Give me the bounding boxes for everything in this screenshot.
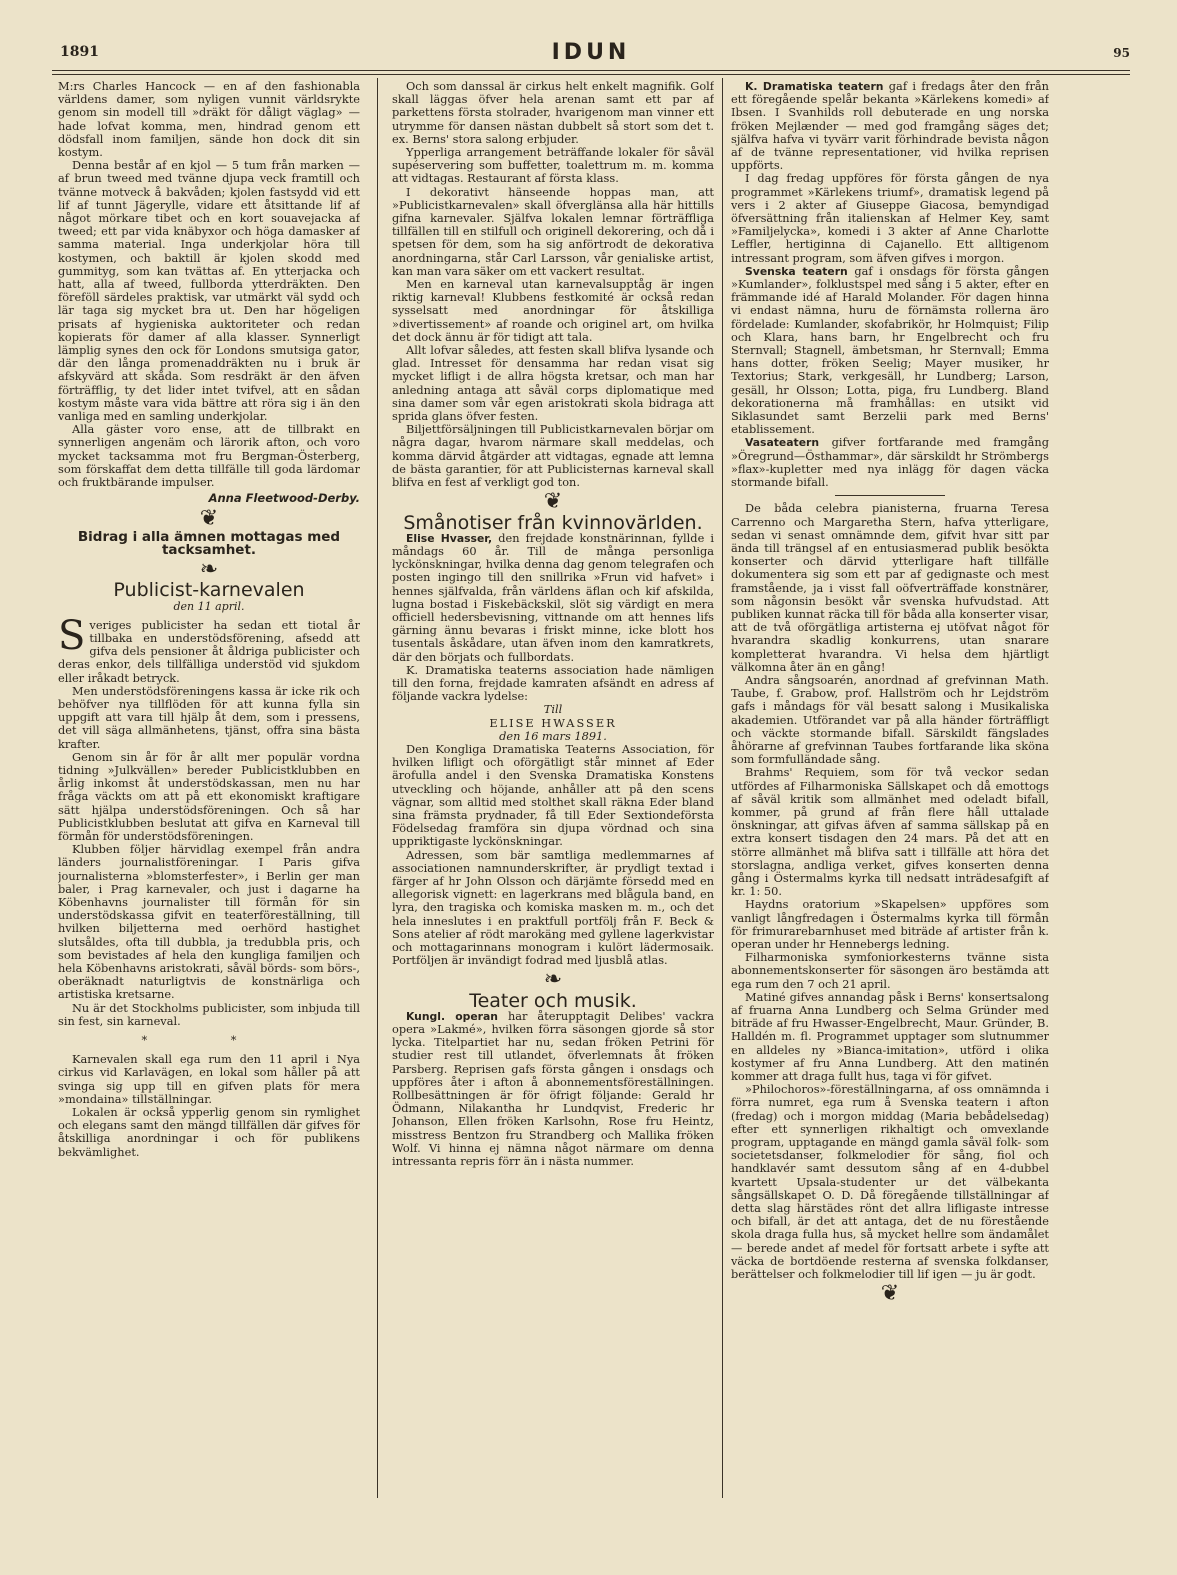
paragraph: K. Dramatiska teaterns association hade nämligen till den forna, frejdade kamraten afsändt en adress af följande vackra lydelse: <box>392 662 714 704</box>
header-rule <box>52 70 1130 71</box>
section-heading: Smånotiser från kvinnovärlden. <box>403 511 703 534</box>
address-to: Till <box>543 702 563 717</box>
paragraph: Andra sångsoarén, anordnad af grefvinnan Math. Taube, f. Grabow, prof. Hallström och hr Lejdström gafs i måndags för väl besatt salong i Musikaliska akademien. Utförandet var på alla händer förträffligt och väckte stormande bifall. Särskildt fängslades åhörarne af grefvinnan Taubes fortfarande lika sköna som formfulländade sång. <box>731 672 1049 767</box>
ornament-icon: ❧ <box>199 557 219 583</box>
paragraph: har återupptagit Delibes' vackra opera »Lakmé», hvilken förra säsongen gjorde så stor lycka. Titelpartiet har nu, sedan fröken Petrini för studier rest till utlandet, öfverlemnats åt fröken Parsberg. Reprisen gafs första gången i onsdags och uppföres åter i afton å abonnementsföreställningen. Rollbesättningen är för öfrigt följande: Gerald hr Ödmann, Nilakantha hr Lundqvist, Frederic hr Johanson, Ellen fröken Karlsohn, Rose fru Heintz, misstress Bentzon fru Strandberg och Mallika fröken Wolf. Vi hinna ej nämna något närmare om denna intressanta repris förr än i nästa nummer. <box>392 1008 714 1169</box>
address-name: ELISE HWASSER <box>489 715 617 730</box>
paragraph: Haydns oratorium »Skapelsen» uppföres som vanligt långfredagen i Östermalms kyrka till förmån för frimurarebarnhuset med biträde af artister från k. operan under hr Hennebergs ledning. <box>731 897 1049 951</box>
ornament-icon: ❦ <box>199 505 219 531</box>
paragraph: Denna består af en kjol — 5 tum från marken — af brun tweed med tvänne djupa veck framtill och tvänne motveck å bakvåden; kjolen fastsydd vid ett lif af tunnt Jägerylle, vidare ett åtsittande lif af något mörkare tibet och en kort souavejacka af tweed; ett par vida knäbyxor och höga damasker af samma material. Inga underkjolar höra till kostymen, och baktill är kjolen skodd med gummityg, som kan tvättas af. En ytterjacka och hatt, alla af tweed, fullborda ytterdräkten. Den föreföll särdeles praktisk, var utmärkt väl sydd och lär taga sig mycket bra ut. Den har högeligen prisats af hygieniska auktoriteter och redan kopierats för damer af alla klasser. Synnerligt lämplig synes den ock för Londons smutsiga gator, där den långa promenaddräkten nu i bruk är afskyvärd att skåda. Som resdräkt är den äfven förträfflig, ty det lider intet tvifvel, att en sådan kostym måste vara vida bättre att röra sig i än den vanliga med en samling underkjolar. <box>58 158 360 424</box>
year: 1891 <box>60 44 99 60</box>
paragraph: Brahms' Requiem, som för två veckor sedan utfördes af Filharmoniska Sällskapet och då emottogs af såväl kritik som allmänhet med odeladt bifall, kommer, på grund af från flere håll uttalade önskningar, att gifvas äfven af samma sällskap på en extra konsert tisdagen den 24 mars. På det att en större allmänhet må blifva satt i tillfälle att höra det storslagna, andliga verket, gifves konserten denna gång i Östermalms kyrka till nedsatt inträdesafgift af kr. 1: 50. <box>731 765 1049 899</box>
ornament-icon: ❧ <box>543 967 563 993</box>
paragraph: Allt lofvar således, att festen skall blifva lysande och glad. Intresset för densamma har redan visat sig mycket lifligt i de allra högsta kretsar, och man har anledning antaga att såväl corps diplomatique med sina damer som vår egen aristokrati skola bidraga att sprida glans öfver festen. <box>392 343 714 424</box>
lead-name: K. Dramatiska teatern <box>745 80 884 93</box>
paragraph: gaf i fredags åter den från ett föregående spelår bekanta »Kärlekens komedi» af Ibsen. I Svanhilds roll debuterade en ung norska fröken Mejlænder — med god framgång säges det; själfva hafva vi tyvärr varit förhindrade bevista någon af de tvänne representationer, vid hvilka reprisen uppförts. <box>731 80 1049 173</box>
column-1 <box>58 80 360 1500</box>
article-date: den 11 april. <box>173 599 245 613</box>
paragraph: Matiné gifves annandag påsk i Berns' konsertsalong af fruarna Anna Lundberg och Selma Gründer med biträde af fru Hwasser-Engelbrecht, Maur. Gründer, B. Halldén m. fl. Programmet upptager som slutnummer en alldeles ny »Bianca-imitation», utförd i olika kostymer af fru Anna Lundberg. Att den matinén kommer att draga fullt hus, taga vi för gifvet. <box>731 989 1049 1084</box>
lead-name: Kungl. operan <box>406 1009 498 1023</box>
column-divider <box>722 78 723 1498</box>
paragraph: I dag fredag uppföres för första gången de nya programmet »Kärlekens triumf», dramatisk legend på vers i 2 akter af Giuseppe Giacosa, bemyndigad öfversättning från italienskan af Helmer Key, samt »Familjelycka», komedi i 3 akter af Anne Charlotte Leffler, hertiginna di Cajanello. Ett alltigenom intressant program, som äfven gifves i morgon. <box>731 171 1049 265</box>
page-number: 95 <box>1113 46 1130 60</box>
paragraph: Och som danssal är cirkus helt enkelt magnifik. Golf skall läggas öfver hela arenan samt ett par af parkettens första stolrader, hvarigenom man vinner ett utrymme för dansen nästan dubbelt så stort som det t. ex. Berns' stora salong erbjuder. <box>392 80 714 146</box>
paragraph: Biljettförsäljningen till Publicistkarnevalen börjar om några dagar, hvarom närmare skall meddelas, och komma därvid åtgärder att vidtagas, egnade att lemna de bästa garantier, för att Publicisternas karneval skall blifva en fest af verkligt god ton. <box>392 422 714 490</box>
paragraph: Men en karneval utan karnevalsupptåg är ingen riktig karneval! Klubbens festkomité är också redan sysselsatt med anordningar för åtskilliga »divertissement» af roande och originel art, om hvilka det dock ännu är för tidigt att tala. <box>392 277 714 344</box>
paragraph: Alla gäster voro ense, att de tillbrakt en synnerligen angenäm och lärorik afton, och voro mycket tacksamma mot fru Bergman-Österberg, som förskaffat dem detta tillfälle till goda lärdomar och fruktbärande impulser. <box>58 422 360 490</box>
column-3 <box>731 80 1049 1500</box>
paragraph: Adressen, som bär samtliga medlemmarnes af associationen namnunderskrifter, är prydligt textad i färger af hr John Olsson och därjämte försedd med en allegorisk vignett: en lagerkrans med blågula band, en lyra, den tragiska och komiska masken m. m., och det hela inneslutes i en praktfull portfölj från F. Beck & Sons atelier af rödt marokäng med gyllene lagerkvistar och mottagarinnans monogram i kulört lädermosaik. Portföljen är invändigt fodrad med ljusblå atlas. <box>392 847 714 968</box>
paragraph: M:rs Charles Hancock — en af den fashionabla världens damer, som nyligen vunnit världsrykte genom sin modell till »dräkt för dåligt väglag» — hade lofvat komma, men, hindrad genom ett dödsfall inom familjen, sände hon dock dit sin kostym. <box>58 80 360 160</box>
paragraph: Den Kongliga Dramatiska Teaterns Association, för hvilken lifligt och oförgätligt står minnet af Eder ärofulla andel i den Svenska Dramatiska Konstens utveckling och höjande, anhåller att på den scens vägnar, som alltid med stolthet skall räkna Eder bland sina främsta prydnader, få till Eder Sextiondeförsta Födelsedag framföra sin djupa vördnad och sina uppriktigaste lyckönskningar. <box>392 741 714 849</box>
paragraph: Filharmoniska symfoniorkesterns tvänne sista abonnementskonserter för säsongen äro bestämda att ega rum den 7 och 21 april. <box>731 950 1049 991</box>
paragraph: I dekorativt hänseende hoppas man, att »Publicistkarnevalen» skall öfverglänsa alla här hittills gifna karnevaler. Själfva lokalen lemnar förträffliga tillfällen till en stilfull och originell dekorering, och då i spetsen för dem, som ha sig anförtrodt de dekorativa anordningarna, står Carl Larsson, vår genialiske artist, kan man vara säker om ett vackert resultat. <box>392 184 714 278</box>
paragraph: Karnevalen skall ega rum den 11 april i Nya cirkus vid Karlavägen, en lokal som håller på att svinga sig upp till en gifven plats för mera »mondaina» tillställningar. <box>58 1052 360 1106</box>
paragraph: Ypperliga arrangement beträffande lokaler för såväl supéservering som buffetter, toalettrum m. m. komma att vidtagas. Restaurant af första klass. <box>392 145 714 186</box>
paragraph: Nu är det Stockholms publicister, som inbjuda till sin fest, sin karneval. <box>58 1000 360 1028</box>
paragraph: den frejdade konstnärinnan, fyllde i måndags 60 år. Till de många personliga lyckönskningar, hvilka denna dag genom telegrafen och posten ingingo till den snillrika »Frun vid hafvet» i hennes själfvalda, från världens äflan och kif afskilda, lugna bostad i Fiskebäckskil, slöt sig värdigt en mera officiell hedersbevisning, vittnande om att hennes lifs gärning ännu bevaras i friskt minne, icke blott hos tusentals åskådare, utan äfven inom den kamratkrets, där den börjats och fullbordats. <box>392 530 714 664</box>
paragraph: »Philochoros»-föreställningarna, af oss omnämnda i förra numret, ega rum å Svenska teatern i afton (fredag) och i morgon middag (Maria bebådelsedag) efter ett synnerligen rikhaltigt och omvexlande program, upptagande en mängd gamla såväl folk- som societetsdanser, folkmelodier för sång, fiol och handklavér samt dessutom sång af en 4-dubbel kvartett Upsala-studenter ur det välbekanta sångsällskapet O. D. Då föregående tillställningar af detta slag härstädes rönt det allra lifligaste intresse och bifall, är det att antaga, det de nu förestående skola draga fulla hus, så mycket hellre som ändamålet — berede andet af medel för fortsatt arbete i syfte att väcka de bortdöende resterna af svenska folkdanser, berättelser och folkmelodier till lif igen — ju är godt. <box>731 1082 1049 1282</box>
paragraph: De båda celebra pianisterna, fruarna Teresa Carrenno och Margaretha Stern, hafva ytterligare, sedan vi senast omnämnde dem, gifvit hvar sitt par ända till trängsel af en entusiasmerad publik besökta konserter och därvid ytterligare haft tillfälle dokumentera sig som ett par af gedignaste och mest framstående, ja i visst fall oöfverträffade konstnärer, som någonsin besökt vår svenska hufvudstad. Att publiken kunnat räcka till för båda alla konserter visar, att de två oförgätliga artisterna ej utöfvat något för hvarandra skadlig konkurrens, utan snarare kompletterat hvarandra. Vi helsa dem hjärtligt välkomna åter än en gång! <box>731 501 1049 674</box>
paragraph: Men understödsföreningens kassa är icke rik och behöfver nya tillflöden för att kunna fylla sin uppgift att vara till hjälp åt dem, som i pressens, det vill säga allmänhetens, tjänst, offra sina bästa krafter. <box>58 683 360 751</box>
address-date: den 16 mars 1891. <box>499 728 607 743</box>
contribution-notice: Bidrag i alla ämnen mottagas med tacksamhet. <box>77 528 341 558</box>
section-break: * * <box>141 1033 277 1048</box>
lead-name: Svenska teatern <box>745 264 848 278</box>
paragraph: Genom sin år för år allt mer populär vordna tidning »Julkvällen» bereder Publicistklubben en årlig inkomst åt understödskassan, men nu har fråga väckts om att på ett ekonomiskt kraftigare sätt hjälpa understödsföreningen. Och så har Publicistklubben beslutat att gifva en Karneval till förmån för understödsföreningen. <box>58 749 360 843</box>
paragraph: Klubben följer härvidlag exempel från andra länders journalistföreningar. I Paris gifva journalisterna »blomsterfester», i Berlin ger man baler, i Prag karnevaler, och just i dagarne ha Köbenhavns journalister till förmån för sin understödskassa gifvit en teaterföreställning, till hvilken biljetterna med oerhörd hastighet slutsåldes, ofta till dubbla, ja tredubbla pris, och som bevistades af hela den kungliga familjen och hela Köbenhavns aristokrati, såväl börds- som börs-, oberäknadt naturligtvis de konstnärliga och artistiska kretsarne. <box>58 842 360 1002</box>
page-header <box>52 40 1130 70</box>
signature: Anna Fleetwood-Derby. <box>208 491 360 506</box>
lead-name: Elise Hvasser, <box>406 531 493 545</box>
header-rule-2 <box>52 74 1130 75</box>
section-heading: Teater och musik. <box>469 989 637 1012</box>
lead-name: Vasateatern <box>745 436 820 450</box>
column-2 <box>392 80 714 1500</box>
paragraph: gifver fortfarande med framgång »Öregrund—Östhammar», där särskildt hr Strömbergs »flax»-kupletter med nya inlägg för dagen väcka stormande bifall. <box>731 435 1049 490</box>
paragraph: Lokalen är också ypperlig genom sin rymlighet och elegans samt den mängd tillfällen där gifves för åtskilliga anordningar i och för publikens bekvämlighet. <box>58 1105 360 1159</box>
article-heading: Publicist-karnevalen <box>113 579 305 602</box>
drop-cap: S <box>58 612 86 659</box>
ornament-icon: ❦ <box>880 1281 900 1307</box>
paragraph: gaf i onsdags för första gången »Kumlander», folklustspel med sång i 5 akter, efter en främmande idé af Harald Molander. För dagen hinna vi endast nämna, huru de förnämsta rollerna äro fördelade: Kumlander, skofabrikör, hr Holmquist; Filip och Klara, hans barn, hr Engelbrecht och fru Sternvall; Stagnell, ämbetsman, hr Sternvall; Emma hans dotter, fröken Seelig; Mayer musiker, hr Textorius; Stark, verkgesäll, hr Lundberg; Larson, gesäll, hr Olsson; Lotta, piga, fru Lundberg. Bland dekorationerna må framhållas: en utsikt vid Siklasundet samt Berzelii park med Berns' etablissement. <box>731 263 1049 437</box>
masthead: IDUN <box>551 40 631 65</box>
ornament-icon: ❦ <box>543 489 563 515</box>
column-divider <box>377 78 378 1498</box>
paragraph: veriges publicister ha sedan ett tiotal år tillbaka en understödsförening, afsedd att gifva dels pensioner åt åldriga publicister och deras enkor, dels tillfälliga understöd vid sjukdom eller iråkadt betryck. <box>58 617 360 685</box>
divider <box>835 495 945 496</box>
